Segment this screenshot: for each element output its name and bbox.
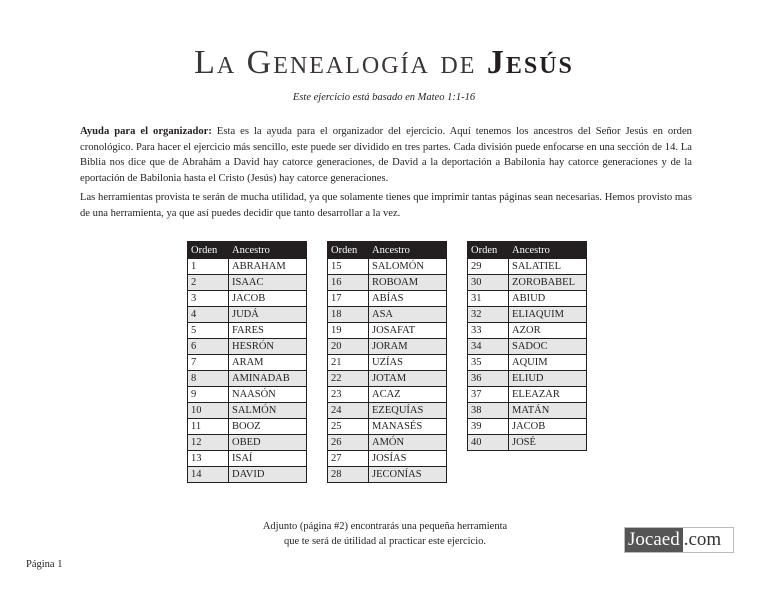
paragraph-label: Ayuda para el organizador: [80, 126, 212, 137]
table-row [188, 291, 307, 307]
table-row [328, 259, 447, 275]
table-row [468, 355, 587, 371]
note-line: que te será de útilidad al practicar este ejercicio. [283, 536, 487, 547]
order-cell: 24 [328, 403, 369, 419]
table-row [468, 323, 587, 339]
table-row [468, 387, 587, 403]
order-cell: 9 [188, 387, 229, 403]
table-row [468, 371, 587, 387]
order-cell: 2 [188, 275, 229, 291]
order-cell: 20 [328, 339, 369, 355]
column-header: Orden [328, 242, 369, 259]
order-cell: 25 [328, 419, 369, 435]
column-header: Ancestro [509, 242, 587, 259]
table-row [188, 435, 307, 451]
order-cell: 3 [188, 291, 229, 307]
ancestor-cell: ABIUD [509, 291, 587, 307]
ancestor-cell: EZEQUÍAS [369, 403, 447, 419]
note-line: Adjunto (página #2) encontrarás una pequeña herramienta [262, 521, 508, 532]
table-row [188, 371, 307, 387]
table-row [188, 259, 307, 275]
order-cell: 32 [468, 307, 509, 323]
table-row [328, 275, 447, 291]
table-row [328, 435, 447, 451]
table-row [188, 387, 307, 403]
ancestors-table-2 [327, 241, 447, 483]
table-row [328, 451, 447, 467]
ancestor-cell: JOTAM [369, 371, 447, 387]
ancestor-cell: MATÁN [509, 403, 587, 419]
ancestor-cell: FARES [229, 323, 307, 339]
table-row [188, 275, 307, 291]
table-row [468, 291, 587, 307]
title-emphasis: Jesús [486, 44, 574, 81]
order-cell: 36 [468, 371, 509, 387]
order-cell: 13 [188, 451, 229, 467]
ancestor-cell: MANASÉS [369, 419, 447, 435]
logo-part: .com [683, 529, 722, 550]
order-cell: 14 [188, 467, 229, 483]
table-row [468, 339, 587, 355]
ancestor-cell: SALATIEL [509, 259, 587, 275]
table-row [468, 275, 587, 291]
order-cell: 39 [468, 419, 509, 435]
table-row [188, 339, 307, 355]
order-cell: 40 [468, 435, 509, 451]
order-cell: 23 [328, 387, 369, 403]
ancestor-cell: ZOROBABEL [509, 275, 587, 291]
table-row [468, 419, 587, 435]
ancestor-cell: JUDÁ [229, 307, 307, 323]
ancestor-cell: ABRAHAM [229, 259, 307, 275]
ancestor-cell: JOSÉ [509, 435, 587, 451]
ancestor-cell: UZÍAS [369, 355, 447, 371]
order-cell: 33 [468, 323, 509, 339]
ancestor-cell: DAVID [229, 467, 307, 483]
ancestor-cell: ELEAZAR [509, 387, 587, 403]
organizer-help-paragraph [80, 124, 692, 186]
table-row [468, 403, 587, 419]
ancestor-cell: SADOC [509, 339, 587, 355]
table-row [328, 387, 447, 403]
table-header-row [188, 242, 307, 259]
order-cell: 21 [328, 355, 369, 371]
ancestor-cell: ELIAQUIM [509, 307, 587, 323]
order-cell: 26 [328, 435, 369, 451]
ancestor-cell: AMÓN [369, 435, 447, 451]
ancestor-cell: JACOB [229, 291, 307, 307]
table-row [188, 323, 307, 339]
table-row [188, 355, 307, 371]
table-row [328, 323, 447, 339]
order-cell: 11 [188, 419, 229, 435]
order-cell: 5 [188, 323, 229, 339]
ancestor-cell: NAASÓN [229, 387, 307, 403]
ancestor-cell: ELIUD [509, 371, 587, 387]
ancestor-cell: JOSÍAS [369, 451, 447, 467]
ancestor-cell: ISAAC [229, 275, 307, 291]
ancestor-cell: ARAM [229, 355, 307, 371]
table-row [328, 371, 447, 387]
ancestor-cell: ABÍAS [369, 291, 447, 307]
order-cell: 19 [328, 323, 369, 339]
column-header: Orden [188, 242, 229, 259]
ancestor-cell: ACAZ [369, 387, 447, 403]
order-cell: 17 [328, 291, 369, 307]
ancestor-cell: JORAM [369, 339, 447, 355]
ancestors-table-3 [467, 241, 587, 451]
page-title [0, 44, 768, 82]
order-cell: 29 [468, 259, 509, 275]
ancestors-table-1 [187, 241, 307, 483]
table-row [468, 435, 587, 451]
order-cell: 30 [468, 275, 509, 291]
order-cell: 6 [188, 339, 229, 355]
ancestor-cell: ROBOAM [369, 275, 447, 291]
table-row [188, 467, 307, 483]
table-row [188, 307, 307, 323]
logo-part: Jocaed [625, 528, 683, 552]
table-row [328, 419, 447, 435]
order-cell: 7 [188, 355, 229, 371]
order-cell: 12 [188, 435, 229, 451]
order-cell: 18 [328, 307, 369, 323]
ancestor-cell: JOSAFAT [369, 323, 447, 339]
ancestor-cell: ASA [369, 307, 447, 323]
table-row [328, 403, 447, 419]
ancestor-cell: OBED [229, 435, 307, 451]
order-cell: 35 [468, 355, 509, 371]
order-cell: 1 [188, 259, 229, 275]
table-row [328, 339, 447, 355]
order-cell: 4 [188, 307, 229, 323]
table-row [188, 419, 307, 435]
table-row [328, 355, 447, 371]
ancestor-cell: JACOB [509, 419, 587, 435]
table-row [468, 307, 587, 323]
order-cell: 28 [328, 467, 369, 483]
ancestor-cell: ISAÍ [229, 451, 307, 467]
order-cell: 31 [468, 291, 509, 307]
table-row [188, 403, 307, 419]
title-text: La Genealogía de [194, 44, 487, 81]
page-number: Página 1 [26, 559, 63, 570]
tools-paragraph: Las herramientas provista te serán de mucha utilidad, ya que solamente tienes que imprimir tantas páginas sean necesarias. Hemos provisto mas de una herramienta, ya que así puedes decidir que tanto desarrollar a la vez. [80, 192, 692, 219]
column-header: Ancestro [229, 242, 307, 259]
table-row [328, 467, 447, 483]
order-cell: 8 [188, 371, 229, 387]
column-header: Orden [468, 242, 509, 259]
order-cell: 16 [328, 275, 369, 291]
order-cell: 22 [328, 371, 369, 387]
attachment-note [230, 519, 540, 549]
table-row [188, 451, 307, 467]
ancestor-cell: SALMÓN [229, 403, 307, 419]
order-cell: 27 [328, 451, 369, 467]
order-cell: 15 [328, 259, 369, 275]
order-cell: 10 [188, 403, 229, 419]
paragraph-text: Esta es la ayuda para el organizador del ejercicio. Aquí tenemos los ancestros del Señor Jesús en orden cronológico. Para hacer el ejercicio más sencillo, este puede ser dividido en tres partes. Cada división puede enfocarse en una sección de 14. La Biblia nos dice que de Abrahám a David hay catorce generaciones, de David a la deportación a Babilonia hay catorce generaciones y de la eportación de Babilonia hasta el Cristo (Jesús) hay catorce generaciones. [80, 126, 692, 184]
ancestor-cell: HESRÓN [229, 339, 307, 355]
ancestor-cell: BOOZ [229, 419, 307, 435]
table-row [328, 307, 447, 323]
order-cell: 34 [468, 339, 509, 355]
ancestor-cell: AZOR [509, 323, 587, 339]
table-header-row [468, 242, 587, 259]
table-row [468, 259, 587, 275]
table-header-row [328, 242, 447, 259]
subtitle: Este ejercicio está basado en Mateo 1:1-16 [292, 92, 476, 103]
ancestor-cell: SALOMÓN [369, 259, 447, 275]
ancestor-cell: JECONÍAS [369, 467, 447, 483]
ancestor-cell: AQUIM [509, 355, 587, 371]
table-row [328, 291, 447, 307]
column-header: Ancestro [369, 242, 447, 259]
jocaed-logo [624, 527, 734, 553]
order-cell: 38 [468, 403, 509, 419]
ancestor-cell: AMINADAB [229, 371, 307, 387]
order-cell: 37 [468, 387, 509, 403]
